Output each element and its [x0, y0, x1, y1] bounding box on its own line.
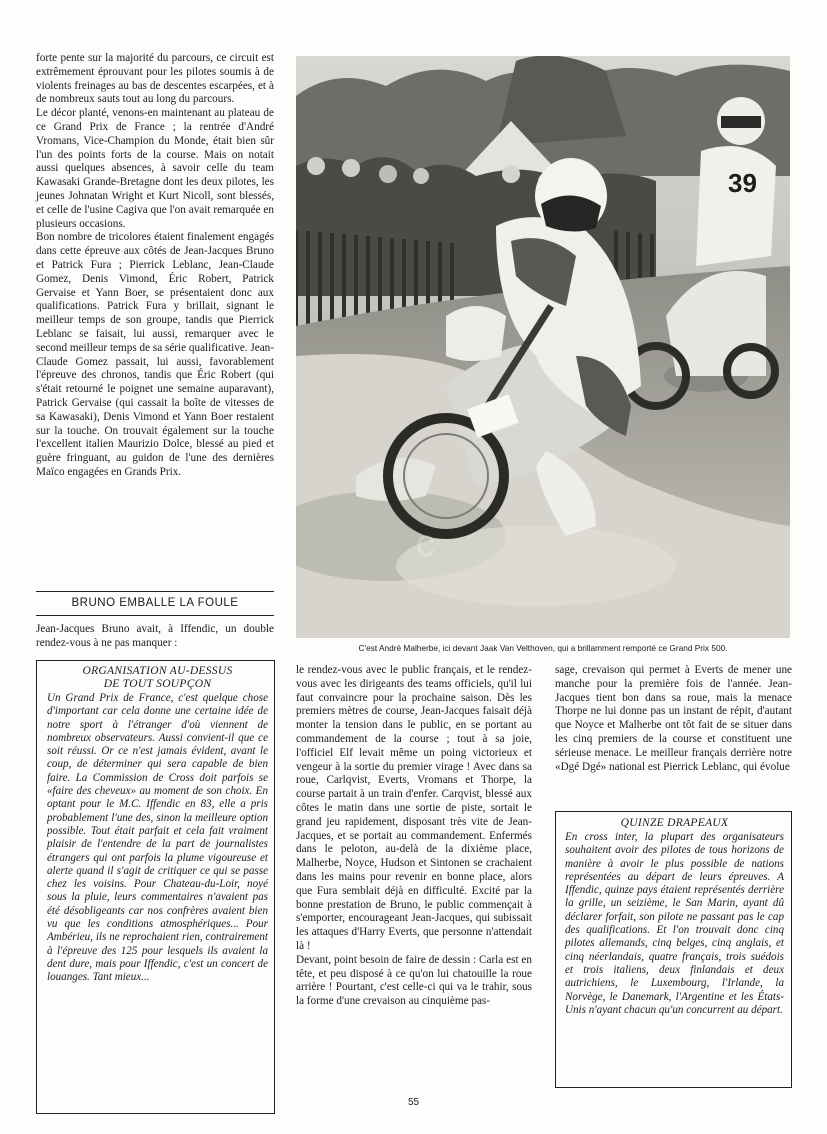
paragraph: Jean-Jacques Bruno avait, à Iffendic, un double rendez-vous à ne pas manquer : [36, 623, 274, 649]
box-text: Un Grand Prix de France, c'est quelque chose d'important car cela donne une certaine idée de notre sport à l'étranger d'où viennent de nombreux observateurs. Aussi convient-il que ce soit réussi. Or ce n'est jamais évident, avant le coup, de déterminer qui sera capable de bien faire. La Commission de Cross doit parfois se «faire des cheveux» au moment de son choix. En optant pour le M.C. Iffendic en 83, elle a pris probablement l'une des, sinon la meilleure option possible. Tout était parfait et cela fait vraiment plaisir de l'entendre de la part de journalistes étrangers qui ont parfois la plume vigoureuse et alerte quand il s'agit de critiquer ce qui se passe chez les voisins. Pour Chateau-du-Loir, noyé sous la pluie, leurs commentaires n'avaient pas été désobligeants car nos confrères avaient bien vu que les conditions atmosphériques... Pour Ambérieu, ils ne reprochaient rien, contrairement à l'épreuve des 125 pour lesquels ils avaient la dent dure, mais pour Iffendic, c'est un concert de louanges. Tant mieux... [47, 692, 268, 984]
column-1-lead [36, 623, 274, 651]
paragraph: Devant, point besoin de faire de dessin : Carla est en tête, et peu disposé à ce qu'on lui chatouille la roue arrière ! Pourtant, c'est celle-ci qui va le trahir, sous la forme d'une crevaison au cinquième pas- [296, 953, 532, 1008]
box-title [47, 665, 268, 691]
page-number: 55 [407, 1097, 420, 1108]
paragraph: Bon nombre de tricolores étaient finalement engagés dans cette épreuve aux côtés de Jean-Jacques Bruno et Patrick Fura ; Pierrick Leblanc, Jean-Claude Gomez, Denis Vimond, Éric Robert, Patrick Gervaise et Yann Boer, se présentaient donc aux qualifications. Patrick Fura y brillait, signant le meilleur temps de son groupe, tandis que Pierrick Leblanc se faisait, lui aussi, remarquer avec le second meilleur temps de sa série qualificative. Jean-Claude Gomez passait, lui aussi, favorablement l'épreuve des chronos, tandis que Éric Robert (qui s'était retourné le poignet une semaine auparavant), Patrick Gervaise (qui cassait la boîte de vitesses de sa Kawasaki), Denis Vimond et Yann Boer restaient sur la touche. On trouvait également sur la touche l'excellent italien Maurizio Dolce, blessé au pied et guère fringuant, au guidon de l'une des dernières Maïco engagées en Grands Prix. [36, 231, 274, 478]
box-title-line-1: ORGANISATION AU-DESSUS [82, 665, 233, 677]
sidebar-box-organisation [36, 660, 275, 1114]
column-3-text [555, 664, 792, 774]
photo-caption: C'est André Malherbe, ici devant Jaak Van Velthoven, qui a brillamment remporté ce Grand Prix 500. [358, 643, 728, 653]
svg-text:c: c [416, 523, 435, 565]
paragraph: Le décor planté, venons-en maintenant au plateau de ce Grand Prix de France ; la rentrée d'André Vromans, Vice-Champion du Monde, était bien sûr l'un des points forts de la course. Mais on notait aussi quelques absences, à savoir celle du team Kawasaki Grande-Bretagne dont les deux pilotes, les jeunes Johnatan Wright et Kurt Nicoll, sont blessés, et celle de l'usine Cagiva que l'on avait remarquée en plusieurs occasions. [36, 107, 274, 230]
paragraph: sage, crevaison qui permet à Everts de mener une manche pour la première fois de l'année. Jean-Jacques tient bon dans sa roue, mais la menace Thorpe ne lui donne pas un instant de répit, d'autant que Noyce et Malherbe ont tôt fait de se situer dans les cinq premiers de la course et constituent une sérieuse menace. Le meilleur français derrière notre «Dgé Dgé» national est Pierrick Leblanc, qui évolue [555, 664, 792, 773]
sidebar-box-drapeaux [555, 811, 792, 1088]
box-text: En cross inter, la plupart des organisateurs souhaitent avoir des pilotes de tous horizons de manière à avoir le plus possible de nations représentées au départ de leurs épreuves. A Iffendic, quinze pays étaient représentés derrière la grille, un seizième, le San Marin, ayant dû déclarer forfait, son pilote ne passant pas le cap des qualifications. Et l'on trouvait donc cinq pilotes allemands, cinq belges, cinq anglais, et cinq néerlandais, quatre français, trois suédois et trois italiens, deux finlandais et deux autrichiens, le Luxembourg, l'Irlande, la Norvège, le Danemark, l'Argentine et les États-Unis n'ayant chacun qu'un concurrent au départ. [565, 831, 784, 1016]
paragraph: le rendez-vous avec le public français, et le rendez-vous avec les dirigeants des teams officiels, qu'il lui faut convaincre pour la prochaine saison. Dès les premiers mètres de course, Jean-Jacques faisait déjà monter la tension dans le public, en se portant au commandement de la course ; tout à sa joie, l'officiel Elf levait même un poing victorieux et vengeur à la sortie du premier virage ! Avec dans sa roue, Carlqvist, Everts, Vromans et Thorpe, la course partait à un train d'enfer. Carqvist, blessé aux côtes le matin dans une sortie de piste, sortait le grand jeu rapidement, disposant très vite de Jean-Jacques, et se portait au commandement. Enfermés dans le peloton, au-delà de la dixième place, Malherbe, Noyce, Hudson et Sintonen se crachaient dans les mains pour revenir en bonne place, alors que Fura semblait déjà en difficulté. Excité par la bonne prestation de Bruno, le public commençait à s'emporter, encourageant Jean-Jacques, qui subissait les attaques d'Harry Everts, que personne n'attendait là ! [296, 664, 532, 952]
column-1-text [36, 52, 274, 480]
paragraph: forte pente sur la majorité du parcours, ce circuit est extrêmement éprouvant pour les pilotes soumis à de violents freinages au bas de descentes escarpées, et à de nombreux sauts tout au long du parcours. [36, 52, 274, 106]
box-title-line-2: DE TOUT SOUPÇON [103, 678, 212, 690]
section-heading: BRUNO EMBALLE LA FOULE [71, 597, 239, 609]
divider [36, 615, 274, 616]
box-title: QUINZE DRAPEAUX [620, 817, 729, 829]
column-2-text [296, 664, 532, 1009]
divider [36, 591, 274, 592]
rider-number-back: 39 [728, 168, 757, 198]
motocross-photo [296, 56, 790, 638]
